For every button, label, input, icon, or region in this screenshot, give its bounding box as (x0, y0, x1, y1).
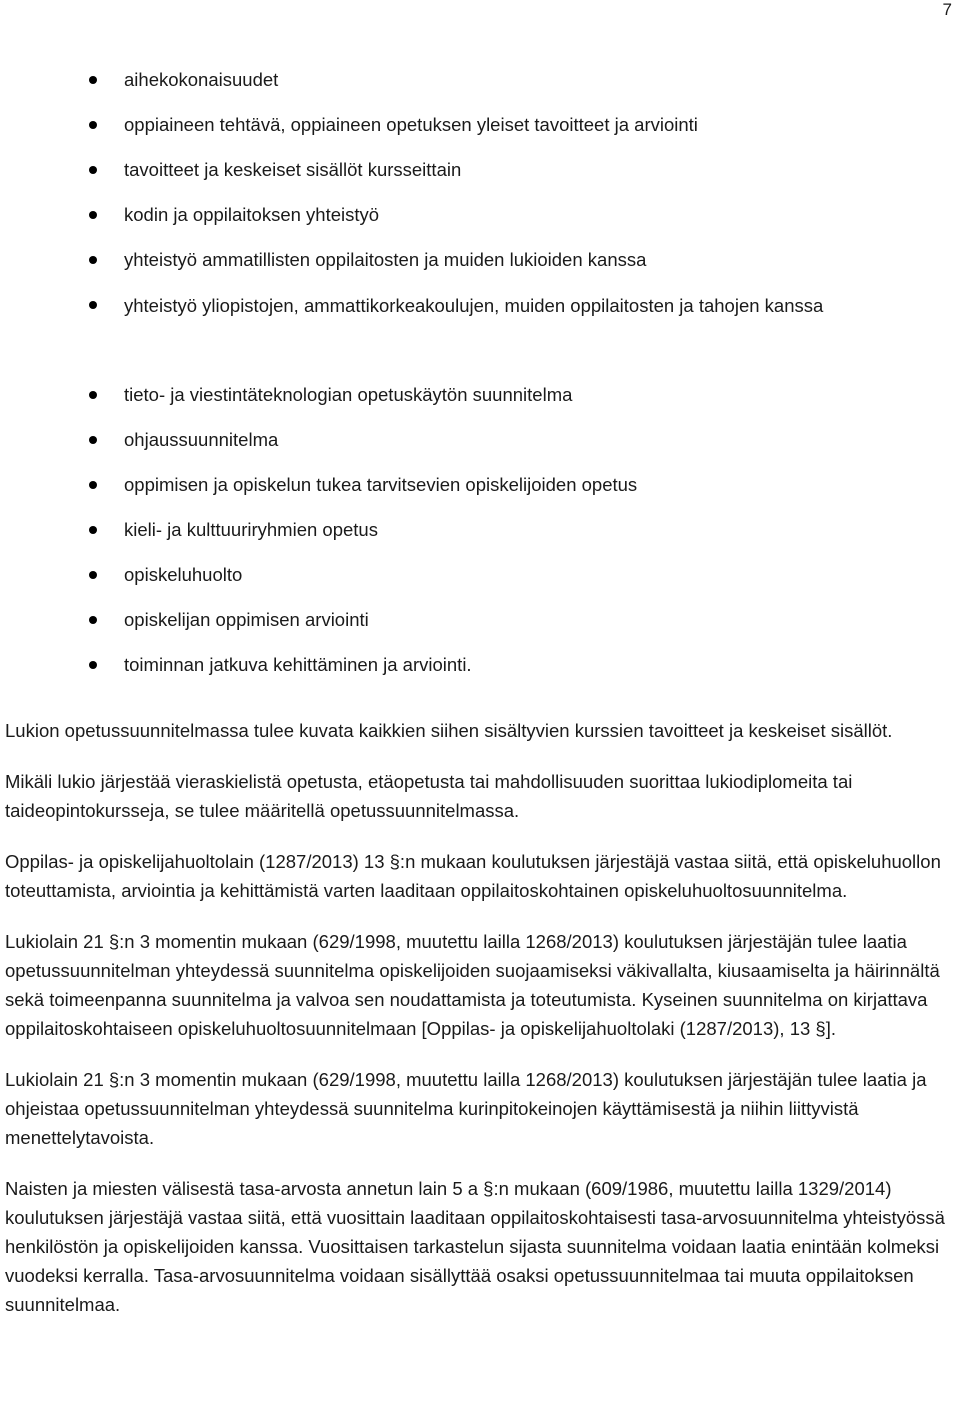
list-item-text: tieto- ja viestintäteknologian opetuskäytön suunnitelma (124, 384, 573, 405)
paragraph: Lukiolain 21 §:n 3 momentin mukaan (629/1998, muutettu lailla 1268/2013) koulutuksen järjestäjän tulee laatia ja ohjeistaa opetussuunnitelman yhteydessä suunnitelma kurinpitokeinojen käyttämisestä ja niihin liittyvistä menettelytavoista. (5, 1069, 927, 1148)
list-item-text: opiskelijan oppimisen arviointi (124, 609, 369, 630)
list-item-text: yhteistyö ammatillisten oppilaitosten ja muiden lukioiden kanssa (124, 249, 647, 270)
list-item-text: kieli- ja kulttuuriryhmien opetus (124, 519, 378, 540)
bullet-icon (89, 526, 97, 534)
list-item (0, 156, 960, 201)
list-item-text: tavoitteet ja keskeiset sisällöt kursseittain (124, 159, 462, 180)
bullet-icon (89, 211, 97, 219)
list-item (0, 111, 960, 156)
list-item-text: aihekokonaisuudet (124, 69, 279, 90)
bullet-icon (89, 391, 97, 399)
paragraph: Oppilas- ja opiskelijahuoltolain (1287/2013) 13 §:n mukaan koulutuksen järjestäjä vastaa siitä, että opiskeluhuollon toteuttamista, arviointia ja kehittämistä varten laaditaan oppilaitoskohtainen opiskeluhuoltosuunnitelma. (5, 851, 941, 901)
list-item (0, 201, 960, 246)
bullet-icon (89, 661, 97, 669)
bullet-icon (89, 76, 97, 84)
list-item (0, 471, 960, 516)
bullet-list (0, 66, 960, 696)
bullet-icon (89, 571, 97, 579)
bullet-icon (89, 166, 97, 174)
list-item-text: toiminnan jatkuva kehittäminen ja arviointi. (124, 654, 472, 675)
bullet-icon (89, 481, 97, 489)
list-item (0, 561, 960, 606)
list-item (0, 516, 960, 561)
list-item (0, 291, 960, 381)
bullet-icon (89, 256, 97, 264)
bullet-icon (89, 301, 97, 309)
paragraph: Naisten ja miesten välisestä tasa-arvosta annetun lain 5 a §:n mukaan (609/1986, muutettu lailla 1329/2014) koulutuksen järjestäjä vastaa siitä, että vuosittain laaditaan oppilaitoskohtaisesti tasa-arvosuunnitelma yhteistyössä henkilöstön ja opiskelijoiden kanssa. Vuosittaisen tarkastelun sijasta suunnitelma voidaan laatia enintään kolmeksi vuodeksi kerralla. Tasa-arvosuunnitelma voidaan sisällyttää osaksi opetussuunnitelmaa tai muuta oppilaitoksen suunnitelmaa. (5, 1178, 945, 1315)
list-item-text: ohjaussuunnitelma (124, 429, 279, 450)
paragraph: Lukiolain 21 §:n 3 momentin mukaan (629/1998, muutettu lailla 1268/2013) koulutuksen järjestäjän tulee laatia opetussuunnitelman yhteydessä suunnitelma opiskelijoiden suojaamiseksi väkivallalta, kiusaamiselta ja häirinnältä sekä toimeenpanna suunnitelma ja valvoa sen noudattamista ja toteutumista. Kyseinen suunnitelma on kirjattava oppilaitoskohtaiseen opiskeluhuoltosuunnitelmaan [Oppilas- ja opiskelijahuoltolaki (1287/2013), 13 §]. (5, 931, 940, 1039)
list-item-text: opiskeluhuolto (124, 564, 243, 585)
bullet-icon (89, 436, 97, 444)
list-item-text: yhteistyö yliopistojen, ammattikorkeakoulujen, muiden oppilaitosten ja tahojen kanssa (124, 295, 824, 316)
bullet-icon (89, 121, 97, 129)
list-item (0, 66, 960, 111)
paragraph: Mikäli lukio järjestää vieraskielistä opetusta, etäopetusta tai mahdollisuuden suorittaa lukiodiplomeita tai taideopintokursseja, se tulee määritellä opetussuunnitelmassa. (5, 771, 853, 821)
list-item (0, 381, 960, 426)
list-item (0, 606, 960, 651)
list-item-text: oppimisen ja opiskelun tukea tarvitsevien opiskelijoiden opetus (124, 474, 638, 495)
list-item (0, 651, 960, 696)
list-item-text: kodin ja oppilaitoksen yhteistyö (124, 204, 380, 225)
bullet-icon (89, 616, 97, 624)
list-item (0, 426, 960, 471)
page-number: 7 (942, 0, 952, 19)
body-text (5, 716, 953, 1341)
list-item-text: oppiaineen tehtävä, oppiaineen opetuksen yleiset tavoitteet ja arviointi (124, 114, 698, 135)
paragraph: Lukion opetussuunnitelmassa tulee kuvata kaikkien siihen sisältyvien kurssien tavoitteet ja keskeiset sisällöt. (5, 720, 893, 741)
